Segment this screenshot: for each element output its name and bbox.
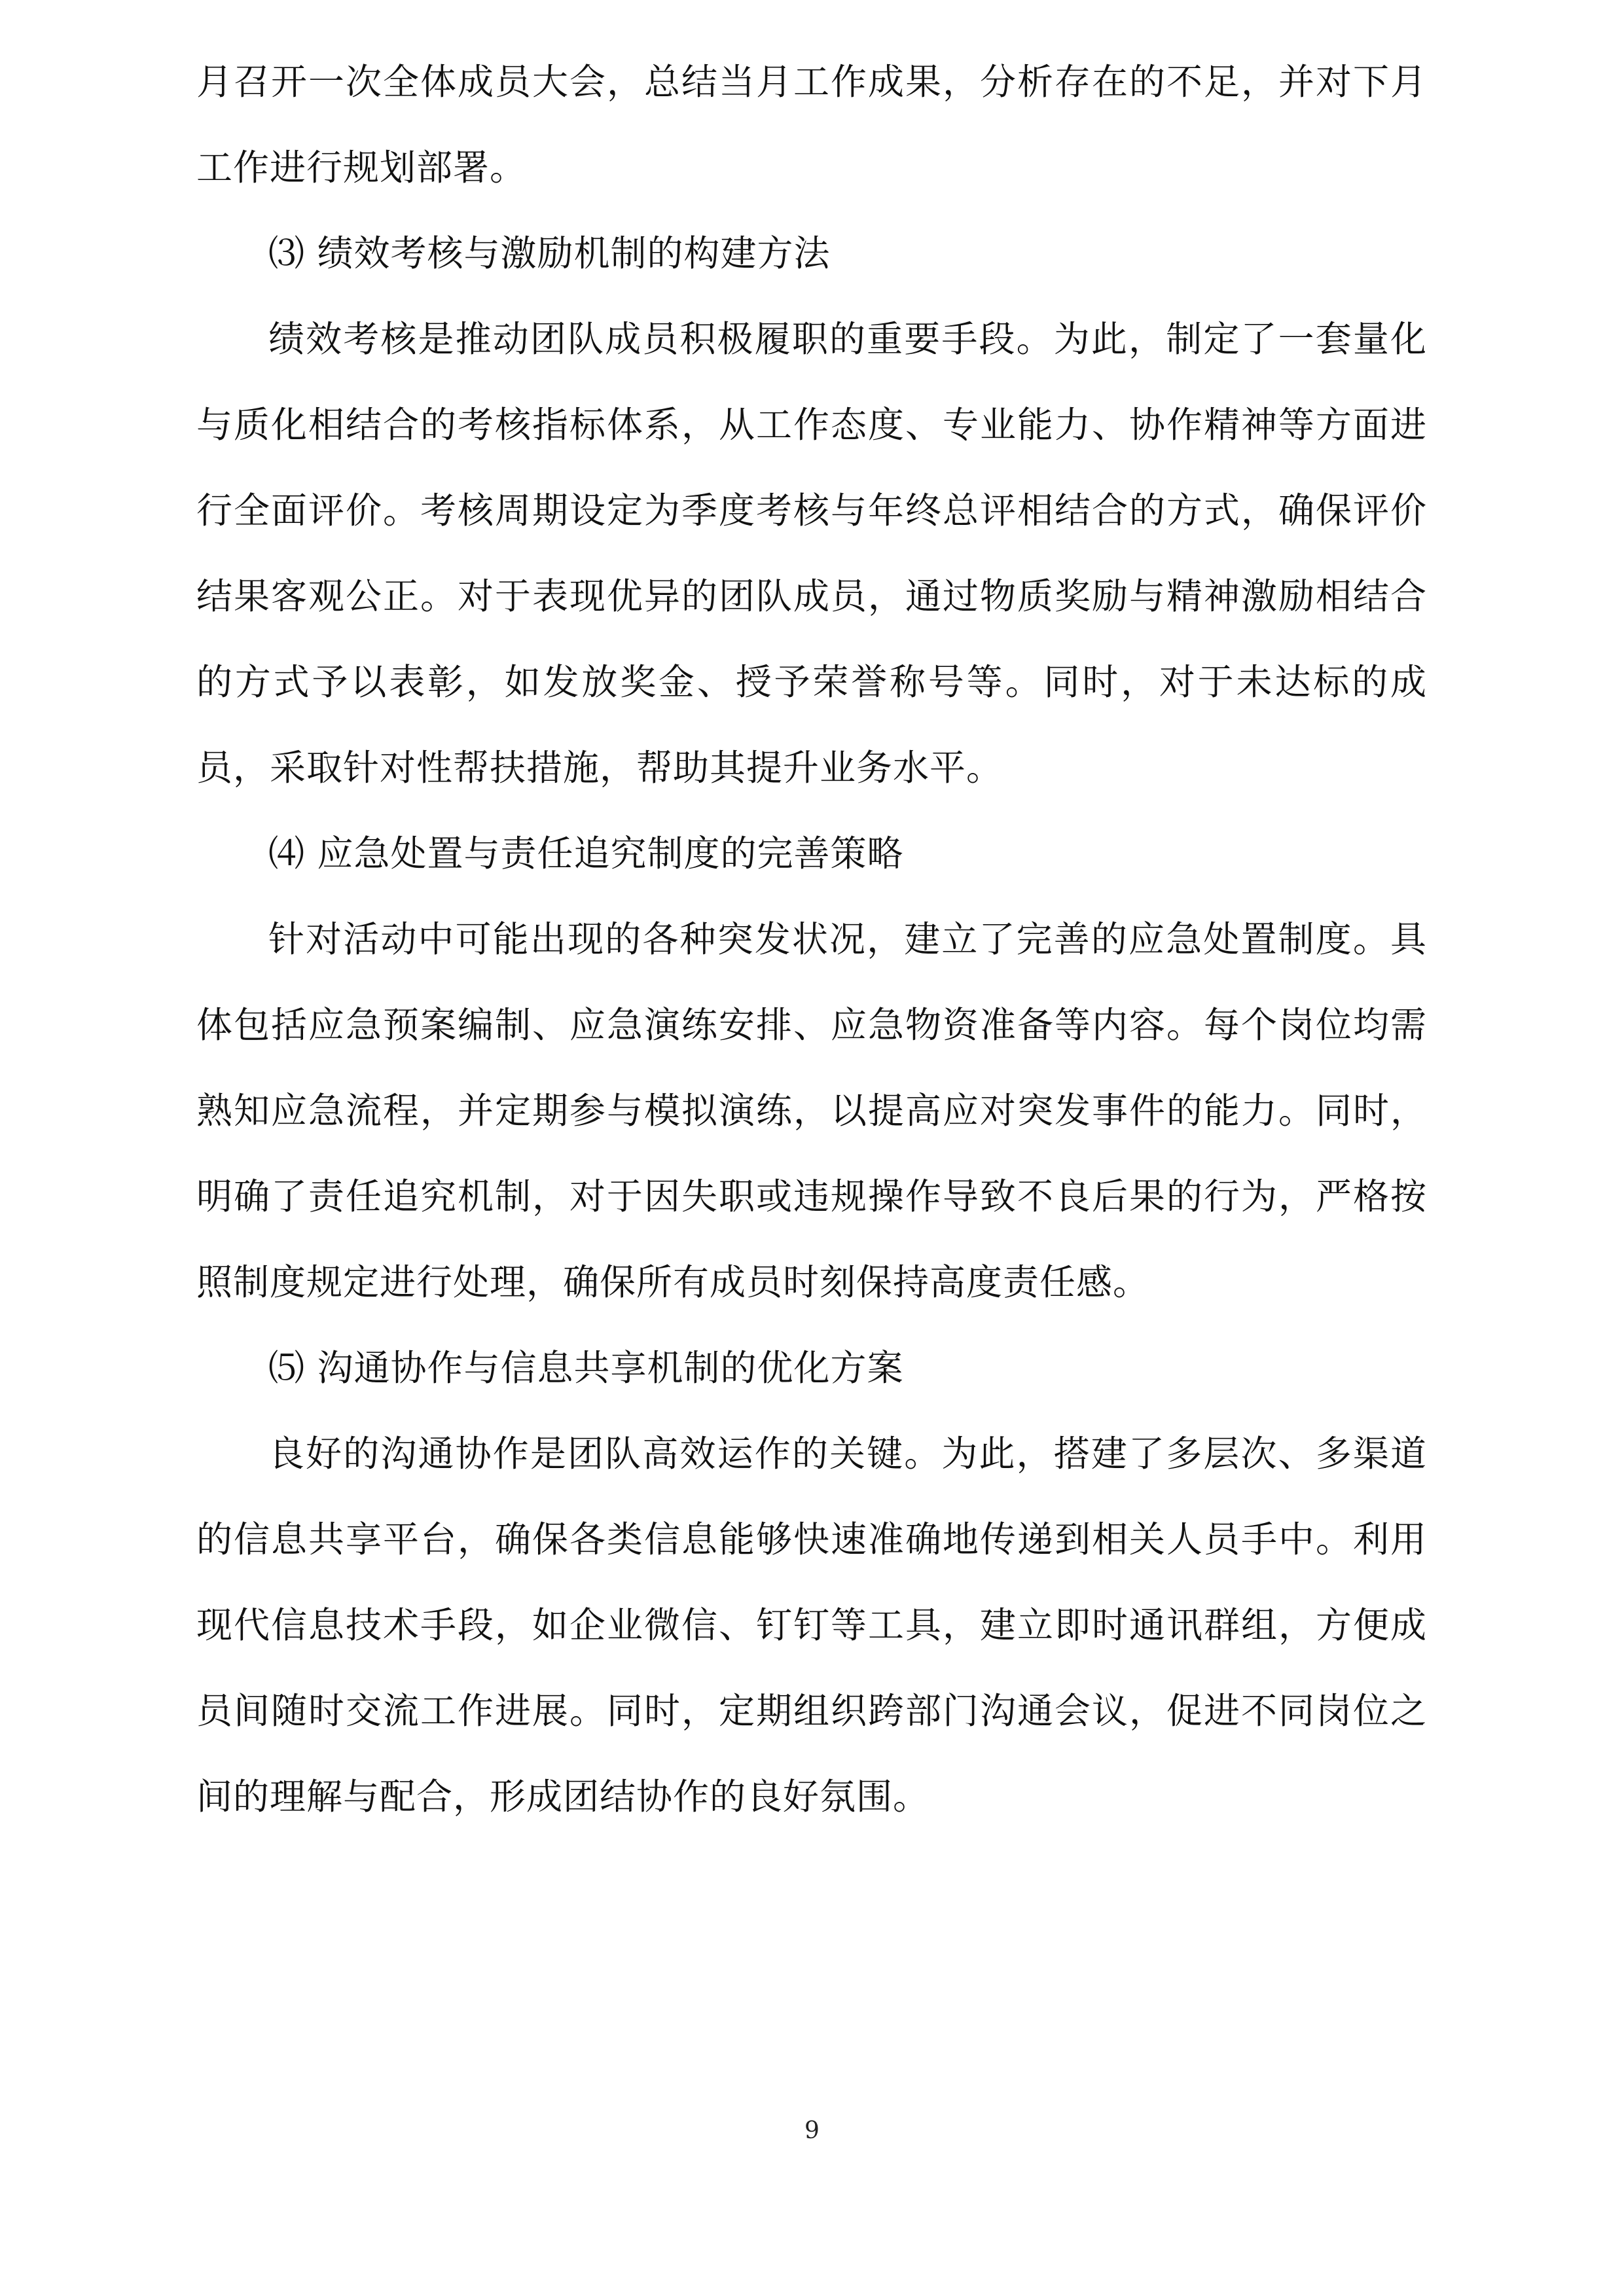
- section-heading-4: ⑷ 应急处置与责任追究制度的完善策略: [268, 833, 904, 874]
- page-body: [196, 39, 1427, 1840]
- paragraph-communication: 良好的沟通协作是团队高效运作的关键。为此，搭建了多层次、多渠道的信息共享平台，确保各类信息能够快速准确地传递到相关人员手中。利用现代信息技术手段，如企业微信、钉钉等工具，建立即时通讯群组，方便成员间随时交流工作进展。同时，定期组织跨部门沟通会议，促进不同岗位之间的理解与配合，形成团结协作的良好氛围。: [196, 1433, 1427, 1818]
- paragraph-performance-appraisal: 绩效考核是推动团队成员积极履职的重要手段。为此，制定了一套量化与质化相结合的考核指标体系，从工作态度、专业能力、协作精神等方面进行全面评价。考核周期设定为季度考核与年终总评相结合的方式，确保评价结果客观公正。对于表现优异的团队成员，通过物质奖励与精神激励相结合的方式予以表彰，如发放奖金、授予荣誉称号等。同时，对于未达标的成员，采取针对性帮扶措施，帮助其提升业务水平。: [196, 318, 1427, 789]
- section-heading-5: ⑸ 沟通协作与信息共享机制的优化方案: [268, 1347, 904, 1389]
- page-number: 9: [804, 2117, 820, 2144]
- section-heading-3: ⑶ 绩效考核与激励机制的构建方法: [268, 232, 831, 274]
- paragraph-emergency-handling: 针对活动中可能出现的各种突发状况，建立了完善的应急处置制度。具体包括应急预案编制、应急演练安排、应急物资准备等内容。每个岗位均需熟知应急流程，并定期参与模拟演练，以提高应对突发事件的能力。同时，明确了责任追究机制，对于因失职或违规操作导致不良后果的行为，严格按照制度规定进行处理，确保所有成员时刻保持高度责任感。: [196, 918, 1427, 1303]
- paragraph-continued: 月召开一次全体成员大会，总结当月工作成果，分析存在的不足，并对下月工作进行规划部署。: [196, 61, 1427, 188]
